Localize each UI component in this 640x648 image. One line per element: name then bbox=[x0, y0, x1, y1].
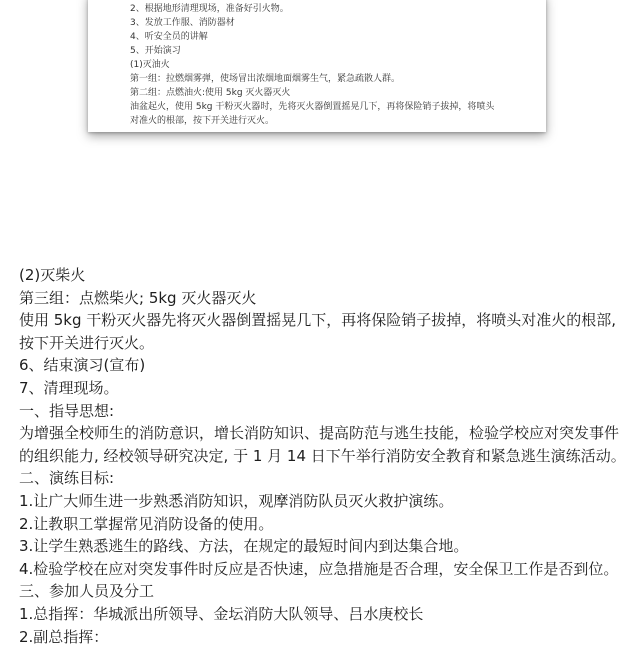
section-heading: 三、参加人员及分工 bbox=[19, 580, 631, 603]
section-heading: 二、演练目标: bbox=[19, 467, 631, 490]
list-item: 2.副总指挥： bbox=[19, 626, 631, 648]
paragraph-line: 为增强全校师生的消防意识，增长消防知识、提高防范与逃生技能，检验学校应对突发事件 bbox=[19, 422, 631, 445]
paragraph-line: 的组织能力, 经校领导研究决定, 于 1 月 14 日下午举行消防安全教育和紧急逃生演练活动。 bbox=[19, 445, 631, 468]
list-item: 1.让广大师生进一步熟悉消防知识，观摩消防队员灭火救护演练。 bbox=[19, 490, 631, 513]
preview-line: 2、根据地形清理现场，准备好引火物。 bbox=[130, 3, 289, 15]
preview-line bbox=[130, 0, 262, 1]
preview-line: 对准火的根部，按下开关进行灭火。 bbox=[130, 115, 274, 127]
preview-line: 第一组：拉燃烟雾弹，使场冒出浓烟地面烟雾生气，紧急疏散人群。 bbox=[130, 73, 400, 85]
list-item: 3.让学生熟悉逃生的路线、方法，在规定的最短时间内到达集合地。 bbox=[19, 535, 631, 558]
preview-line: (1)灭油火 bbox=[130, 59, 170, 71]
paragraph-line: 6、结束演习(宣布) bbox=[19, 354, 631, 377]
paragraph-line: 按下开关进行灭火。 bbox=[19, 332, 631, 355]
list-item: 2.让教职工掌握常见消防设备的使用。 bbox=[19, 513, 631, 536]
list-item: 4.检验学校在应对突发事件时反应是否快速，应急措施是否合理，安全保卫工作是否到位。 bbox=[19, 558, 631, 581]
preview-line: 第二组：点燃油火:使用 5kg 灭火器灭火 bbox=[130, 87, 290, 99]
paragraph-line: 使用 5kg 干粉灭火器先将灭火器倒置摇晃几下，再将保险销子拔掉，将喷头对准火的根部, bbox=[19, 309, 631, 332]
preview-line: 油盆起火，使用 5kg 干粉灭火器时，先将灭火器倒置摇晃几下，再将保险销子拔掉，将喷头 bbox=[130, 101, 494, 113]
preview-line: 5、开始演习 bbox=[130, 45, 181, 57]
preview-line: 3、发放工作服、消防器材 bbox=[130, 17, 235, 29]
document-body bbox=[19, 264, 631, 648]
paragraph-line: 第三组：点燃柴火; 5kg 灭火器灭火 bbox=[19, 287, 631, 310]
section-heading: (2)灭柴火 bbox=[19, 264, 631, 287]
list-item: 1.总指挥：华城派出所领导、金坛消防大队领导、吕水庚校长 bbox=[19, 603, 631, 626]
preview-line: 4、听安全员的讲解 bbox=[130, 31, 208, 43]
paragraph-line: 7、清理现场。 bbox=[19, 377, 631, 400]
page-preview bbox=[88, 0, 546, 132]
section-heading: 一、指导思想: bbox=[19, 400, 631, 423]
